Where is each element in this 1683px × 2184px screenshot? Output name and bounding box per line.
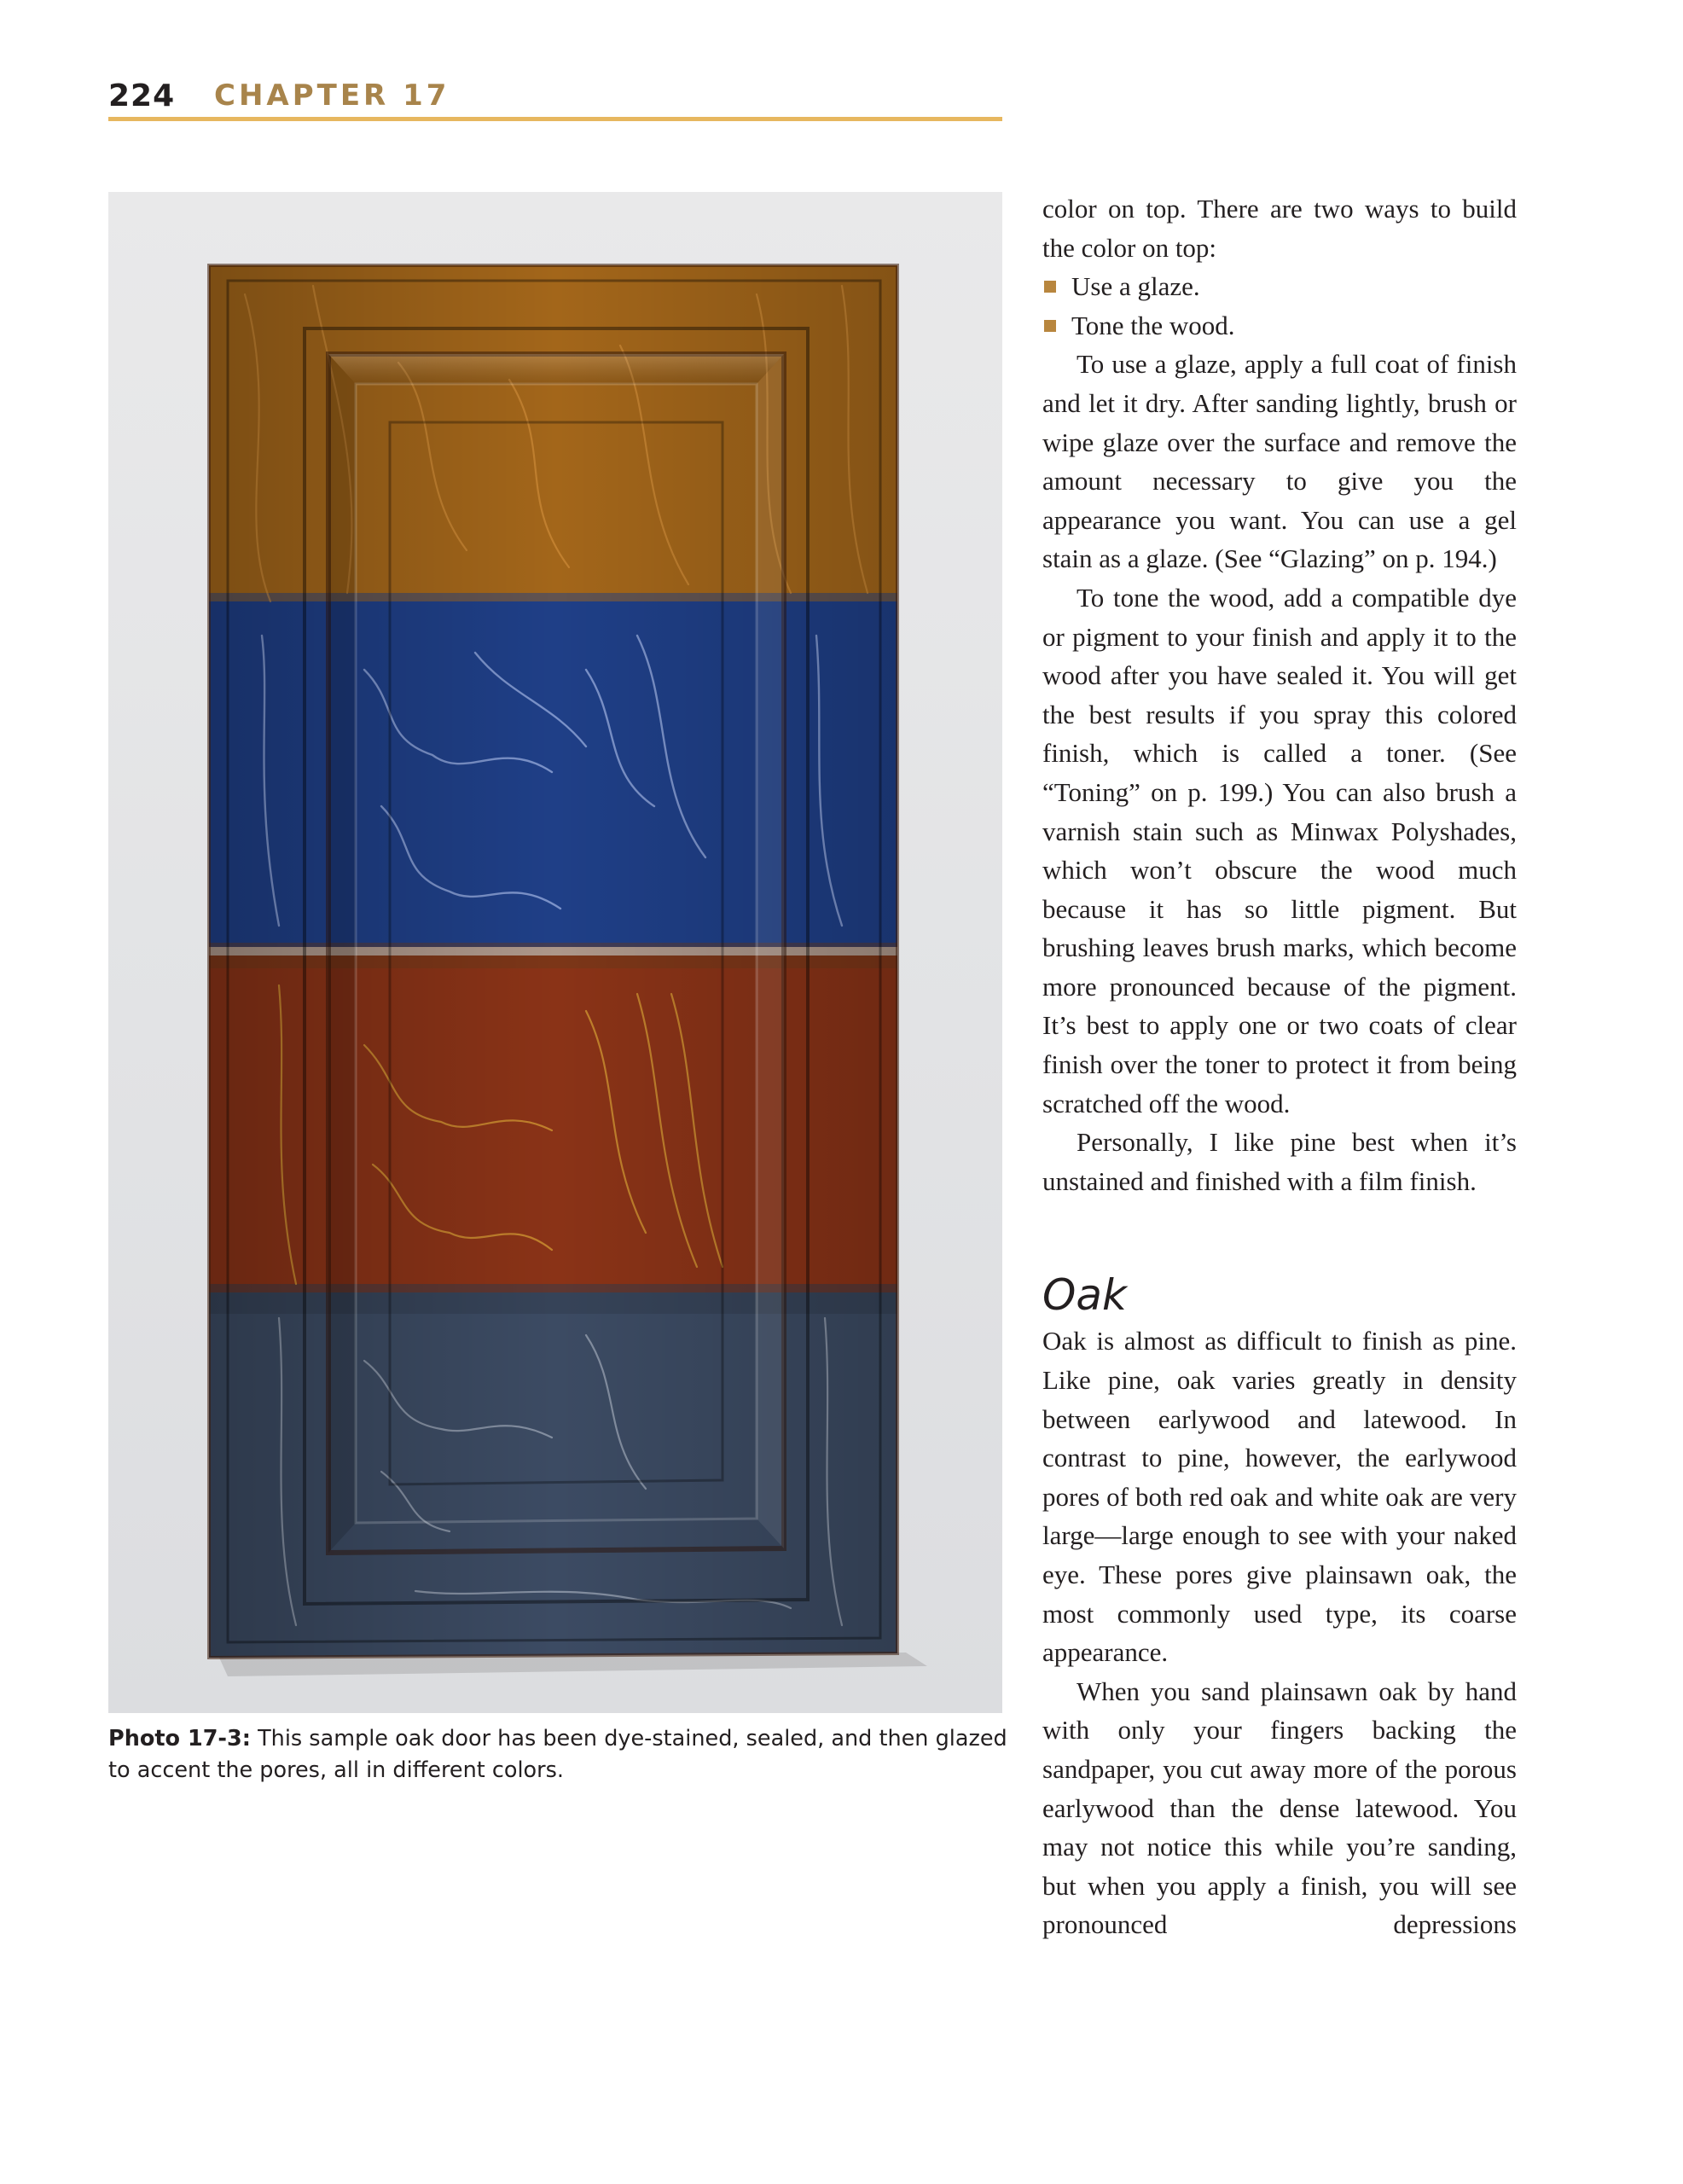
paragraph-continued: color on top. There are two ways to build the color on top: <box>1042 194 1517 263</box>
paragraph-personally: Personally, I like pine best when it’s unstained and finished with a film finish. <box>1042 1127 1517 1196</box>
photo-oak-door <box>108 192 1002 1713</box>
caption-label: Photo 17-3: <box>108 1726 251 1751</box>
paragraph-glaze: To use a glaze, apply a full coat of finish and let it dry. After sanding lightly, brush or wipe glaze over the surface and remove the amount necessary to give you the appearance you want. You can use a gel stain as a glaze. (See “Glazing” on p. 194.) <box>1042 349 1517 574</box>
paragraph-tone: To tone the wood, add a compatible dye or pigment to your finish and apply it to the wood after you have sealed it. You will get the best results if you spray this colored finish, which is called a toner. (See “Toning” on p. 199.) You can also brush a varnish stain such as Minwax Polyshades, which won’t obscure the wood much because it has so little pigment. But brushing leaves brush marks, which become more pronounced because of the pigment. It’s best to apply one or two coats of clear finish over the toner to protect it from being scratched off the wood. <box>1042 582 1517 1118</box>
bullet-list <box>1042 267 1517 345</box>
paragraph-sanding: When you sand plainsawn oak by hand with only your fingers backing the sandpaper, you cut away more of the porous earlywood than the dense latewood. You may not notice this while you’re sanding, but when you apply a finish, you will see pronounced depressions <box>1042 1676 1517 1940</box>
bullet-text: Use a glaze. <box>1071 271 1200 302</box>
page-number: 224 <box>108 78 176 113</box>
bullet-text: Tone the wood. <box>1071 310 1235 340</box>
bullet-item-glaze <box>1042 267 1517 306</box>
oak-door-illustration <box>108 192 1002 1713</box>
caption-text: This sample oak door has been dye-stained, sealed, and then glazed to accent the pores, all in different colors. <box>108 1726 1007 1783</box>
bullet-item-tone <box>1042 306 1517 346</box>
header-rule <box>108 117 1002 121</box>
running-head <box>108 78 1002 121</box>
square-bullet-icon <box>1044 320 1056 332</box>
photo-caption <box>108 1723 1013 1786</box>
chapter-label: CHAPTER 17 <box>214 78 450 113</box>
section-heading-oak: Oak <box>1042 1270 1127 1321</box>
square-bullet-icon <box>1044 281 1056 293</box>
body-text-column <box>1042 189 1517 1944</box>
paragraph-oak: Oak is almost as difficult to finish as pine. Like pine, oak varies greatly in density between earlywood and latewood. In contrast to pine, however, the earlywood pores of both red oak and white oak are very large—large enough to see with your naked eye. These pores give plainsawn oak, the most commonly used type, its coarse appearance. <box>1042 1326 1517 1668</box>
